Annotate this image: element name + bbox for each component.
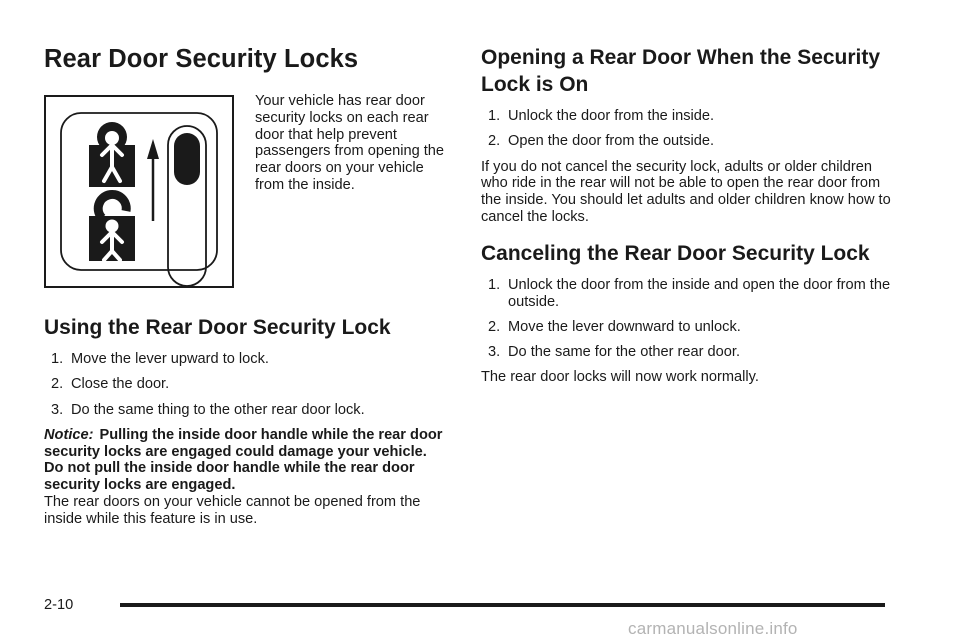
security-lock-illustration xyxy=(44,95,234,288)
list-item xyxy=(488,319,901,336)
canceling-heading: Canceling the Rear Door Security Lock xyxy=(481,241,870,265)
step-text: Do the same for the other rear door. xyxy=(508,344,741,361)
page-number: 2-10 xyxy=(44,597,74,613)
step-number: 1. xyxy=(51,351,64,367)
notice-label: Notice: xyxy=(44,426,94,443)
list-item xyxy=(488,108,901,125)
using-section xyxy=(44,314,444,528)
step-text: Close the door. xyxy=(71,376,170,393)
list-item xyxy=(488,344,901,361)
feature-note: The rear doors on your vehicle cannot be opened from the inside while this feature is in use. xyxy=(44,494,421,527)
step-text: Open the door from the outside. xyxy=(508,133,715,150)
watermark: carmanualsonline.info xyxy=(628,619,798,638)
list-item xyxy=(488,277,901,311)
left-column xyxy=(44,40,445,527)
page-title: Rear Door Security Locks xyxy=(44,45,359,73)
using-heading: Using the Rear Door Security Lock xyxy=(44,316,391,339)
step-number: 3. xyxy=(51,401,64,418)
step-number: 2. xyxy=(488,133,501,150)
list-item xyxy=(51,376,444,393)
step-text: Move the lever downward to unlock. xyxy=(508,318,741,335)
opening-steps xyxy=(481,108,901,150)
canceling-steps xyxy=(481,277,901,361)
notice-paragraph xyxy=(44,427,444,494)
right-column xyxy=(481,44,901,386)
opening-paragraph: If you do not cancel the security lock, adults or older children who ride in the rear will not be able to open the rear door from the inside. You should let adults and older children know how to cancel the locks. xyxy=(481,158,891,225)
step-number: 2. xyxy=(488,318,501,335)
step-text: Unlock the door from the inside. xyxy=(508,108,715,124)
footer-rule xyxy=(120,603,885,607)
step-number: 2. xyxy=(51,376,64,393)
illustration-frame xyxy=(44,95,234,288)
step-text: Move the lever upward to lock. xyxy=(71,351,269,367)
opening-heading: Opening a Rear Door When the Security Lock is On xyxy=(481,46,881,96)
using-steps xyxy=(44,351,444,418)
step-text: Unlock the door from the inside and open the door from the outside. xyxy=(508,276,891,310)
canceling-paragraph: The rear door locks will now work normally. xyxy=(481,369,759,386)
list-item xyxy=(51,351,444,368)
step-number: 1. xyxy=(488,108,501,124)
intro-paragraph: Your vehicle has rear door security locks on each rear door that help prevent passengers from opening the rear doors on your vehicle from the inside. xyxy=(255,93,445,193)
step-number: 3. xyxy=(488,344,501,361)
list-item xyxy=(488,133,901,150)
notice-text: Pulling the inside door handle while the rear door security locks are engaged could damage your vehicle. Do not pull the inside door handle while the rear door security locks are engaged. xyxy=(44,426,443,494)
step-number: 1. xyxy=(488,276,501,293)
step-text: Do the same thing to the other rear door lock. xyxy=(71,401,365,418)
list-item xyxy=(51,402,444,419)
